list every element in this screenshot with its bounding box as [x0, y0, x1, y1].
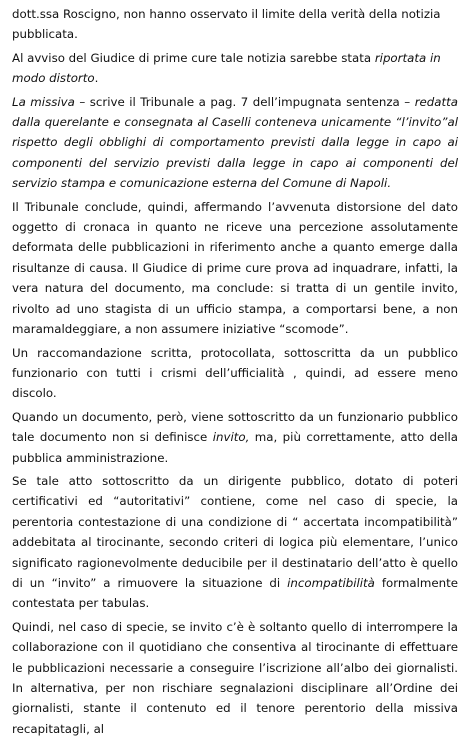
paragraph: [12, 48, 458, 89]
paragraph-text: Se tale atto sottoscritto da un dirigente pubblico, dotato di poteri certificativi ed “autoritativi” contiene, come nel caso di specie, la perentoria contestazione di una condizione di “ accertata incompatibilità” addebitata al tirocinante, secondo criteri di logica più elementare, l’unico significato ragionevolmente deducibile per il destinatario dell’atto è quello di un “invito” a rimuovere la situazione di: [12, 473, 458, 590]
paragraph: [12, 92, 458, 194]
paragraph: [12, 4, 458, 45]
paragraph: [12, 407, 458, 468]
paragraph-text: dott.ssa Roscigno, non hanno osservato il limite della verità della notizia pubblicata.: [12, 7, 441, 42]
paragraph-text: Un raccomandazione scritta, protocollata, sottoscritta da un pubblico funzionario con tutti i crismi dell’ufficialità , quindi, ad essere meno discolo.: [12, 345, 458, 401]
paragraph-text-italic: redatta dalla querelante e consegnata al Caselli conteneva unicamente “l’invito”al rispetto degli obblighi di comportamento previsti dalla legge in capo ai componenti del servizio previsti dalla legge in capo ai componenti del servizio stampa e comunicazione esterna del Comune di Napoli.: [12, 94, 458, 191]
paragraph-text: ma, più correttamente, atto della pubblica amministrazione.: [12, 430, 458, 465]
paragraph-text: .: [94, 71, 99, 86]
paragraph-text-italic: riportata in modo distorto: [12, 50, 441, 86]
paragraph-text-italic: invito,: [212, 430, 250, 445]
paragraph-text: Il Tribunale conclude, quindi, affermando l’avvenuta distorsione del dato oggetto di cronaca in quanto ne riceve una percezione assolutamente deformata delle pubblicazioni in riferimento anche a quanto emerge dalla risultanze di causa. Il Giudice di prime cure prova ad inquadrare, infatti, la vera natura del documento, ma conclude: si tratta di un gentile invito, rivolto ad uno stagista di un ufficio stampa, a comportarsi bene, a non maramaldeggiare, a non assumere iniziative “scomode”.: [12, 199, 458, 337]
paragraph-text-italic: La missiva: [12, 94, 75, 109]
paragraph-text: Quando un documento, però, viene sottoscritto da un funzionario pubblico tale documento non si definisce: [12, 409, 458, 445]
paragraph: [12, 343, 458, 404]
paragraph-text: – scrive il Tribunale a pag. 7 dell’impugnata sentenza –: [74, 94, 415, 109]
paragraph-text: Quindi, nel caso di specie, se invito c’è è soltanto quello di interrompere la collaborazione con il quotidiano che consentiva al tirocinante di effettuare le pubblicazioni necessarie a conseguire l’iscrizione all’albo dei giornalisti. In alternativa, per non rischiare segnalazioni disciplinare all’Ordine dei giornalisti, stante il contenuto ed il tenore perentorio della missiva recapitatagli, al: [12, 619, 458, 736]
paragraph: [12, 197, 458, 340]
paragraph: [12, 471, 458, 614]
paragraph-text: Al avviso del Giudice di prime cure tale notizia sarebbe stata: [12, 50, 375, 65]
paragraph: [12, 617, 458, 739]
paragraph-text-italic: incompatibilità: [287, 575, 375, 590]
paragraph-text: formalmente contestata per tabulas.: [12, 575, 458, 611]
